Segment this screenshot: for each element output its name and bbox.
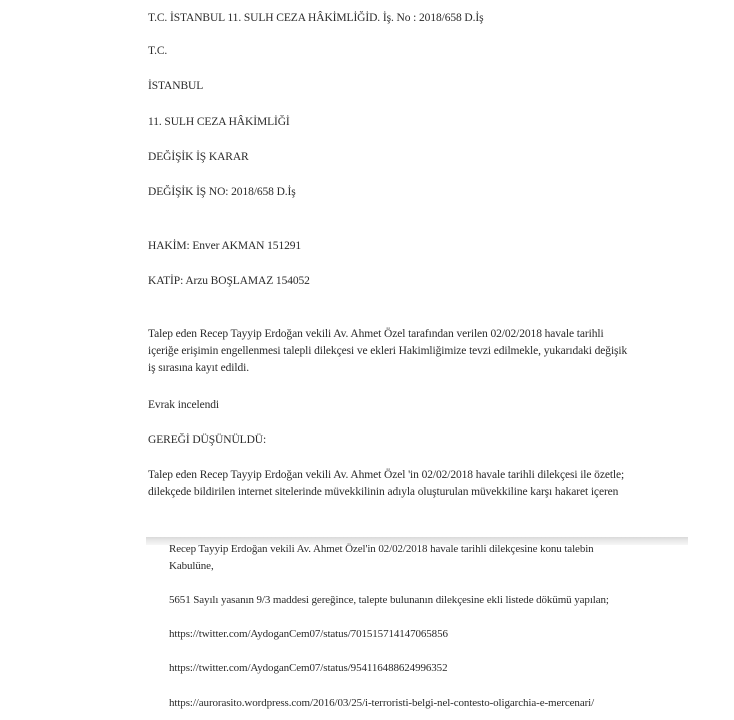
court-line: 11. SULH CEZA HÂKİMLİĞİ <box>148 116 290 128</box>
summary-line: dilekçede bildirilen internet sitelerinde müvekkilinin adıyla oluşturulan müvekkiline karşı hakaret içeren <box>148 486 619 498</box>
url-link[interactable]: https://twitter.com/AydoganCem07/status/954116488624996352 <box>169 662 448 674</box>
summary-paragraph <box>148 467 624 501</box>
law-reference: 5651 Sayılı yasanın 9/3 maddesi gereğince, talepte bulunanın dilekçesine ekli listede dökümü yapılan; <box>169 594 609 606</box>
summary-line: Talep eden Recep Tayyip Erdoğan vekili Av. Ahmet Özel 'in 02/02/2018 havale tarihli dilekçesi ile özetle; <box>148 469 625 481</box>
url-link[interactable]: https://twitter.com/AydoganCem07/status/701515714147065856 <box>169 628 448 640</box>
request-line: iş sırasına kayıt edildi. <box>148 362 249 374</box>
clerk-line: KATİP: Arzu BOŞLAMAZ 154052 <box>148 275 310 287</box>
document-page-bottom <box>0 545 734 720</box>
tc-line: T.C. <box>148 45 168 57</box>
examined-line: Evrak incelendi <box>148 399 219 411</box>
request-line: Talep eden Recep Tayyip Erdoğan vekili Av. Ahmet Özel tarafından verilen 02/02/2018 havale tarihli <box>148 328 604 340</box>
acceptance-line: Recep Tayyip Erdoğan vekili Av. Ahmet Özel'in 02/02/2018 havale tarihli dilekçesine konu talebin <box>169 543 594 555</box>
document-header: T.C. İSTANBUL 11. SULH CEZA HÂKİMLİĞİD. İş. No : 2018/658 D.İş <box>148 12 484 24</box>
deliberation-heading: GEREĞİ DÜŞÜNÜLDÜ: <box>148 434 267 446</box>
url-link[interactable]: https://aurorasito.wordpress.com/2016/03/25/i-terroristi-belgi-nel-contesto-oligarchia-e-mercenari/ <box>169 697 595 709</box>
judge-line: HAKİM: Enver AKMAN 151291 <box>148 240 302 252</box>
request-line: içeriğe erişimin engellenmesi talepli dilekçesi ve ekleri Hakimliğimize tevzi edilmekle, yukarıdaki değişik <box>148 345 628 357</box>
city-line: İSTANBUL <box>148 80 204 92</box>
acceptance-line: Kabulüne, <box>169 560 214 572</box>
decision-type: DEĞİŞİK İŞ KARAR <box>148 151 249 163</box>
request-paragraph <box>148 326 627 377</box>
case-number: DEĞİŞİK İŞ NO: 2018/658 D.İş <box>148 186 296 198</box>
